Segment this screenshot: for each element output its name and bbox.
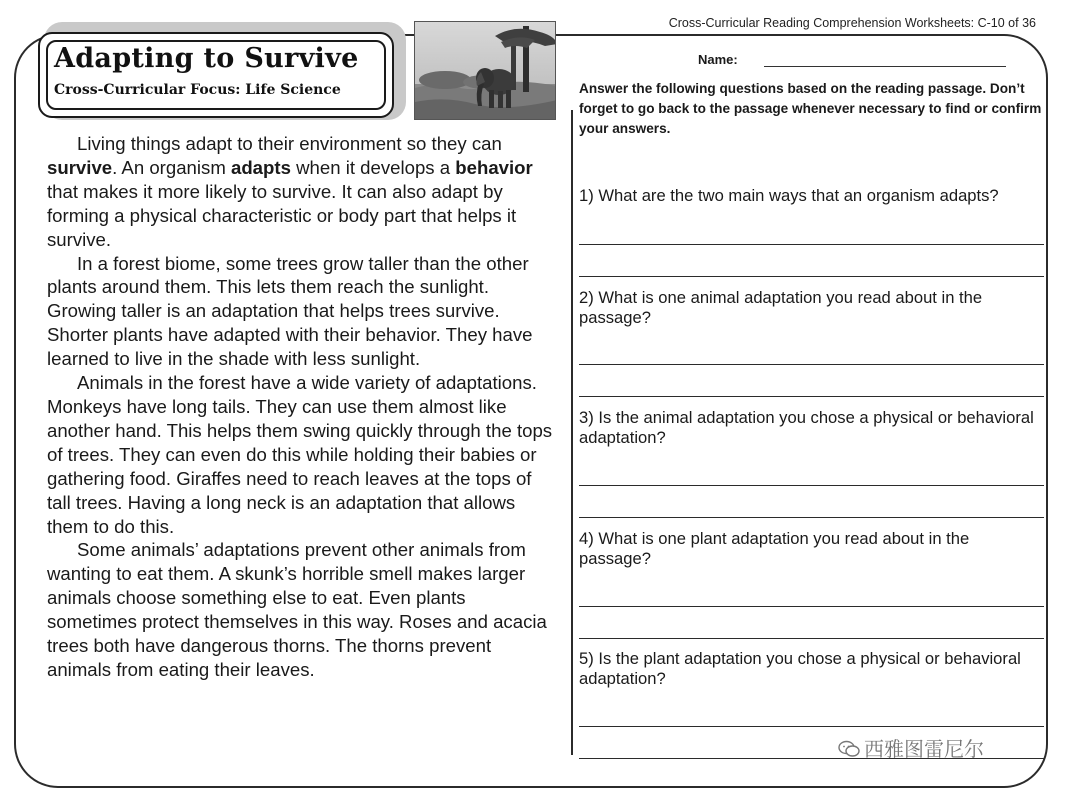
question-5: 5) Is the plant adaptation you chose a physical or behavioral adaptation? bbox=[579, 649, 1021, 688]
answer-line[interactable] bbox=[579, 276, 1044, 277]
column-divider bbox=[571, 110, 573, 755]
answer-line[interactable] bbox=[579, 244, 1044, 245]
answer-line[interactable] bbox=[579, 638, 1044, 639]
worksheet-subtitle: Cross-Curricular Focus: Life Science bbox=[54, 82, 341, 98]
elephant-photo-icon bbox=[415, 22, 556, 120]
question-3: 3) Is the animal adaptation you chose a physical or behavioral adaptation? bbox=[579, 408, 1034, 447]
watermark bbox=[838, 733, 984, 762]
reading-passage bbox=[47, 132, 559, 682]
vocabulary-term: behavior bbox=[455, 156, 533, 178]
passage-paragraph bbox=[47, 538, 559, 681]
vocabulary-term: survive bbox=[47, 156, 113, 178]
instructions: Answer the following questions based on the reading passage. Don’t forget to go back to the passage whenever necessary to find or confirm your answers. bbox=[579, 81, 1042, 136]
answer-line[interactable] bbox=[579, 726, 1044, 727]
series-header-note: Cross-Curricular Reading Comprehension Worksheets: C-10 of 36 bbox=[668, 16, 1036, 30]
title-block bbox=[38, 32, 394, 118]
passage-text: Some animals’ adaptations prevent other animals from wanting to eat them. A skunk’s horrible smell makes larger animals choose something else to eat. Even plants sometimes protect themselves in this way. Roses and acacia trees both have dangerous thorns. The thorns prevent animals from eating their leaves. bbox=[47, 539, 547, 680]
question-4: 4) What is one plant adaptation you read about in the passage? bbox=[579, 529, 970, 568]
answer-line[interactable] bbox=[579, 606, 1044, 607]
elephant-photo bbox=[414, 21, 556, 120]
answer-line[interactable] bbox=[579, 364, 1044, 365]
answer-line[interactable] bbox=[579, 517, 1044, 518]
passage-text: Living things adapt to their environment so they can bbox=[77, 133, 502, 154]
passage-text: Animals in the forest have a wide variety of adaptations. Monkeys have long tails. They can use them almost like another hand. This helps them swing quickly through the tops of trees. They can even do this while holding their babies or gathering food. Giraffes need to reach leaves at the tops of tall trees. Having a long neck is an adaptation that allows them to do this. bbox=[47, 372, 553, 537]
watermark-text: 西雅图雷尼尔 bbox=[864, 737, 984, 761]
passage-text: . An organism bbox=[112, 156, 231, 178]
answer-line[interactable] bbox=[579, 485, 1044, 486]
passage-text: In a forest biome, some trees grow taller than the other plants around them. This lets them reach the sunlight. Growing taller is an adaptation that helps trees survive. Shorter plants have adapted with their behavior. They have learned to live in the shade with less sunlight. bbox=[47, 252, 533, 370]
question-2: 2) What is one animal adaptation you read about in the passage? bbox=[579, 288, 983, 327]
vocabulary-term: adapts bbox=[230, 156, 291, 178]
passage-paragraph bbox=[47, 371, 559, 538]
passage-text: that makes it more likely to survive. It can also adapt by forming a physical characteristic or body part that helps it survive. bbox=[47, 180, 517, 250]
passage-text: when it develops a bbox=[290, 156, 456, 178]
name-field-line[interactable] bbox=[764, 66, 1006, 67]
name-label: Name: bbox=[698, 52, 738, 67]
worksheet-title: Adapting to Survive bbox=[54, 43, 359, 74]
answer-line[interactable] bbox=[579, 396, 1044, 397]
question-1: 1) What are the two main ways that an organism adapts? bbox=[579, 186, 999, 205]
passage-paragraph bbox=[47, 132, 559, 252]
wechat-icon bbox=[838, 740, 860, 758]
passage-paragraph bbox=[47, 252, 559, 372]
